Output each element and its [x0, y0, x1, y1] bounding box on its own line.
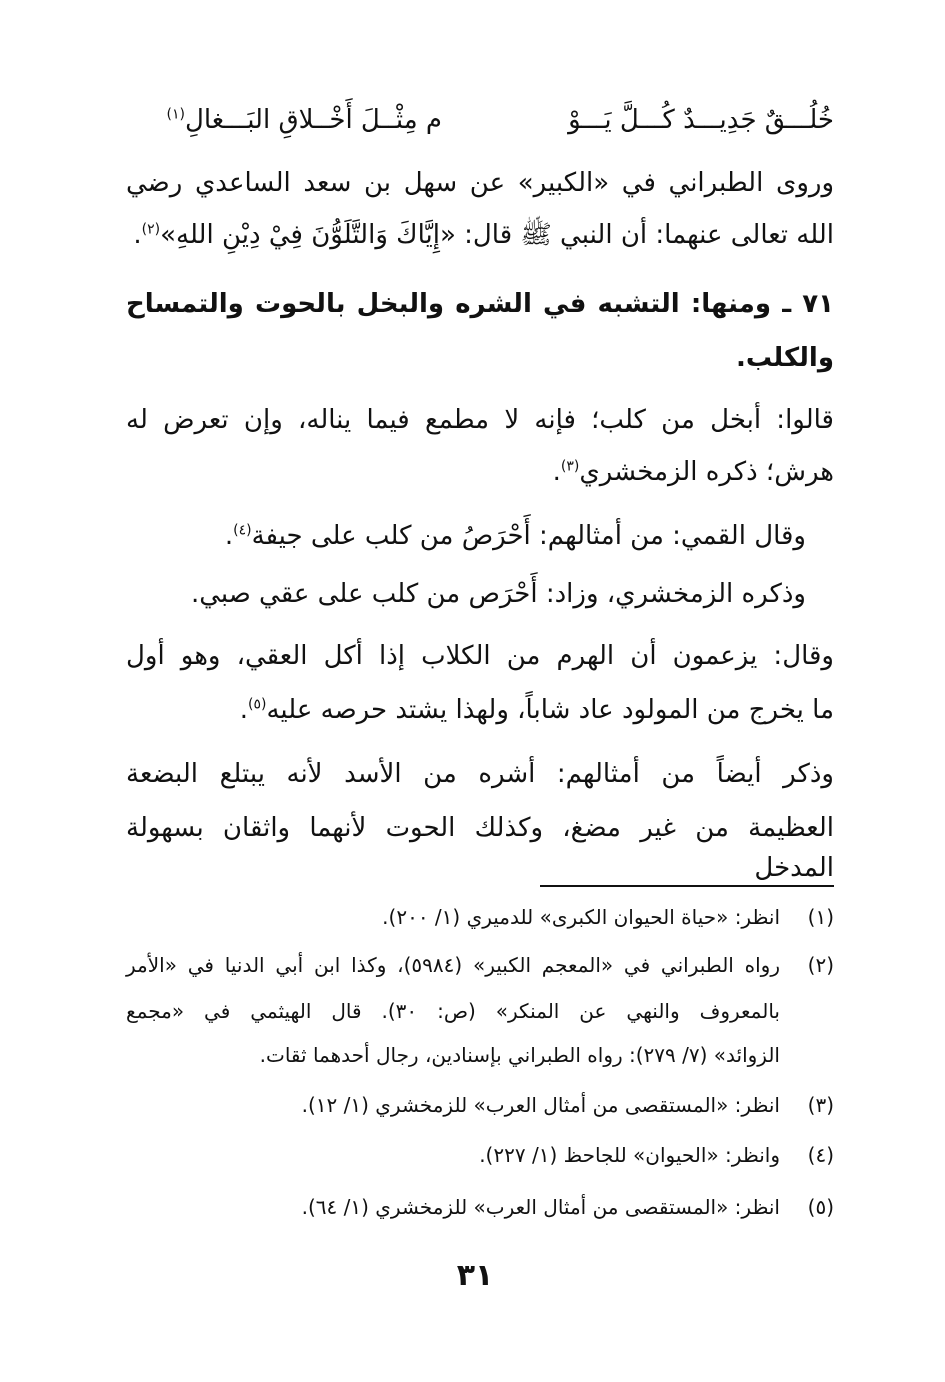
- heading-line2: والكلب.: [736, 343, 834, 373]
- verse-left-text: م مِثْــلَ أَخْــلاقِ البَـــغالِ: [184, 105, 442, 135]
- footnote-ref: (٥): [248, 696, 267, 713]
- footnote-number: (٤): [807, 1143, 834, 1167]
- footnote-text: انظر: «حياة الحيوان الكبرى» للدميري (١/ ٢٠٠).: [382, 905, 780, 929]
- footnote-number: (٣): [807, 1093, 834, 1117]
- para3-line1-end: .: [224, 521, 234, 551]
- footnote-ref: (١): [166, 106, 185, 123]
- para1-line2-text: الله تعالى عنهما: أن النبي ﷺ قال: «إِيَّاكَ وَالتَّلَوُّنَ فِيْ دِيْنِ اللهِ»: [160, 220, 834, 250]
- para3-line1-text: وقال القمي: من أمثالهم: أَحْرَصُ من كلب على جيفة: [251, 521, 806, 551]
- footnote-text: الزوائد» (٧/ ٢٧٩): رواه الطبراني بإسنادين، رجال أحدهما ثقات.: [259, 1043, 780, 1067]
- footnote-number: (١): [807, 905, 834, 929]
- para5-line2-text: ما يخرج من المولود عاد شاباً، ولهذا يشتد حرصه عليه: [266, 695, 834, 725]
- para1-line2-end: .: [133, 220, 142, 250]
- page-number: ٣١: [456, 1258, 494, 1293]
- verse-right-text: خُلُـــقٌ جَدِيـــدٌ كُـــلَّ يَـــوْ: [568, 105, 834, 135]
- footnote-2-cont: [126, 1038, 834, 1072]
- footnote-2-cont: [126, 994, 834, 1028]
- footnote-2: [126, 948, 834, 982]
- para6-line2: العظيمة من غير مضغ، وكذلك الحوت لأنهما واثقان بسهولة المدخل: [126, 813, 834, 883]
- footnote-text: بالمعروف والنهي عن المنكر» (ص: ٣٠). قال الهيثمي في «مجمع: [126, 999, 780, 1023]
- para2-line2-end: .: [552, 457, 561, 487]
- footnote-text: رواه الطبراني في «المعجم الكبير» (٥٩٨٤)، وكذا ابن أبي الدنيا في «الأمر: [126, 953, 780, 977]
- footnote-text: انظر: «المستقصى من أمثال العرب» للزمخشري (١/ ١٢).: [301, 1093, 780, 1117]
- para5-line2-end: .: [239, 695, 249, 725]
- footnote-ref: (٣): [560, 458, 580, 475]
- para6-line1: وذكر أيضاً من أمثالهم: أشره من الأسد لأنه يبتلع البضعة: [126, 759, 834, 789]
- footnotes: [126, 0, 834, 1240]
- footnote-text: وانظر: «الحيوان» للجاحظ (١/ ٢٢٧).: [479, 1143, 780, 1167]
- para2-line1: قالوا: أبخل من كلب؛ فإنه لا مطمع فيما يناله، وإن تعرض له: [126, 405, 834, 435]
- para4-line1: وذكره الزمخشري، وزاد: أَحْرَص من كلب على عقي صبي.: [190, 579, 806, 609]
- footnote-number: (٥): [807, 1195, 834, 1219]
- para1-line1: وروى الطبراني في «الكبير» عن سهل بن سعد الساعدي رضي: [126, 168, 834, 198]
- footnote-ref: (٢): [141, 221, 161, 238]
- footnote-ref: (٤): [233, 522, 252, 539]
- footnote-number: (٢): [807, 953, 834, 977]
- heading-line1: ٧١ ـ ومنها: التشبه في الشره والبخل بالحوت والتمساح: [126, 289, 834, 319]
- para5-line1: وقال: يزعمون أن الهرم من الكلاب إذا أكل العقي، وهو أول: [126, 641, 834, 671]
- para2-line2-text: هرش؛ ذكره الزمخشري: [579, 457, 834, 487]
- footnote-text: انظر: «المستقصى من أمثال العرب» للزمخشري (١/ ٦٤).: [301, 1195, 780, 1219]
